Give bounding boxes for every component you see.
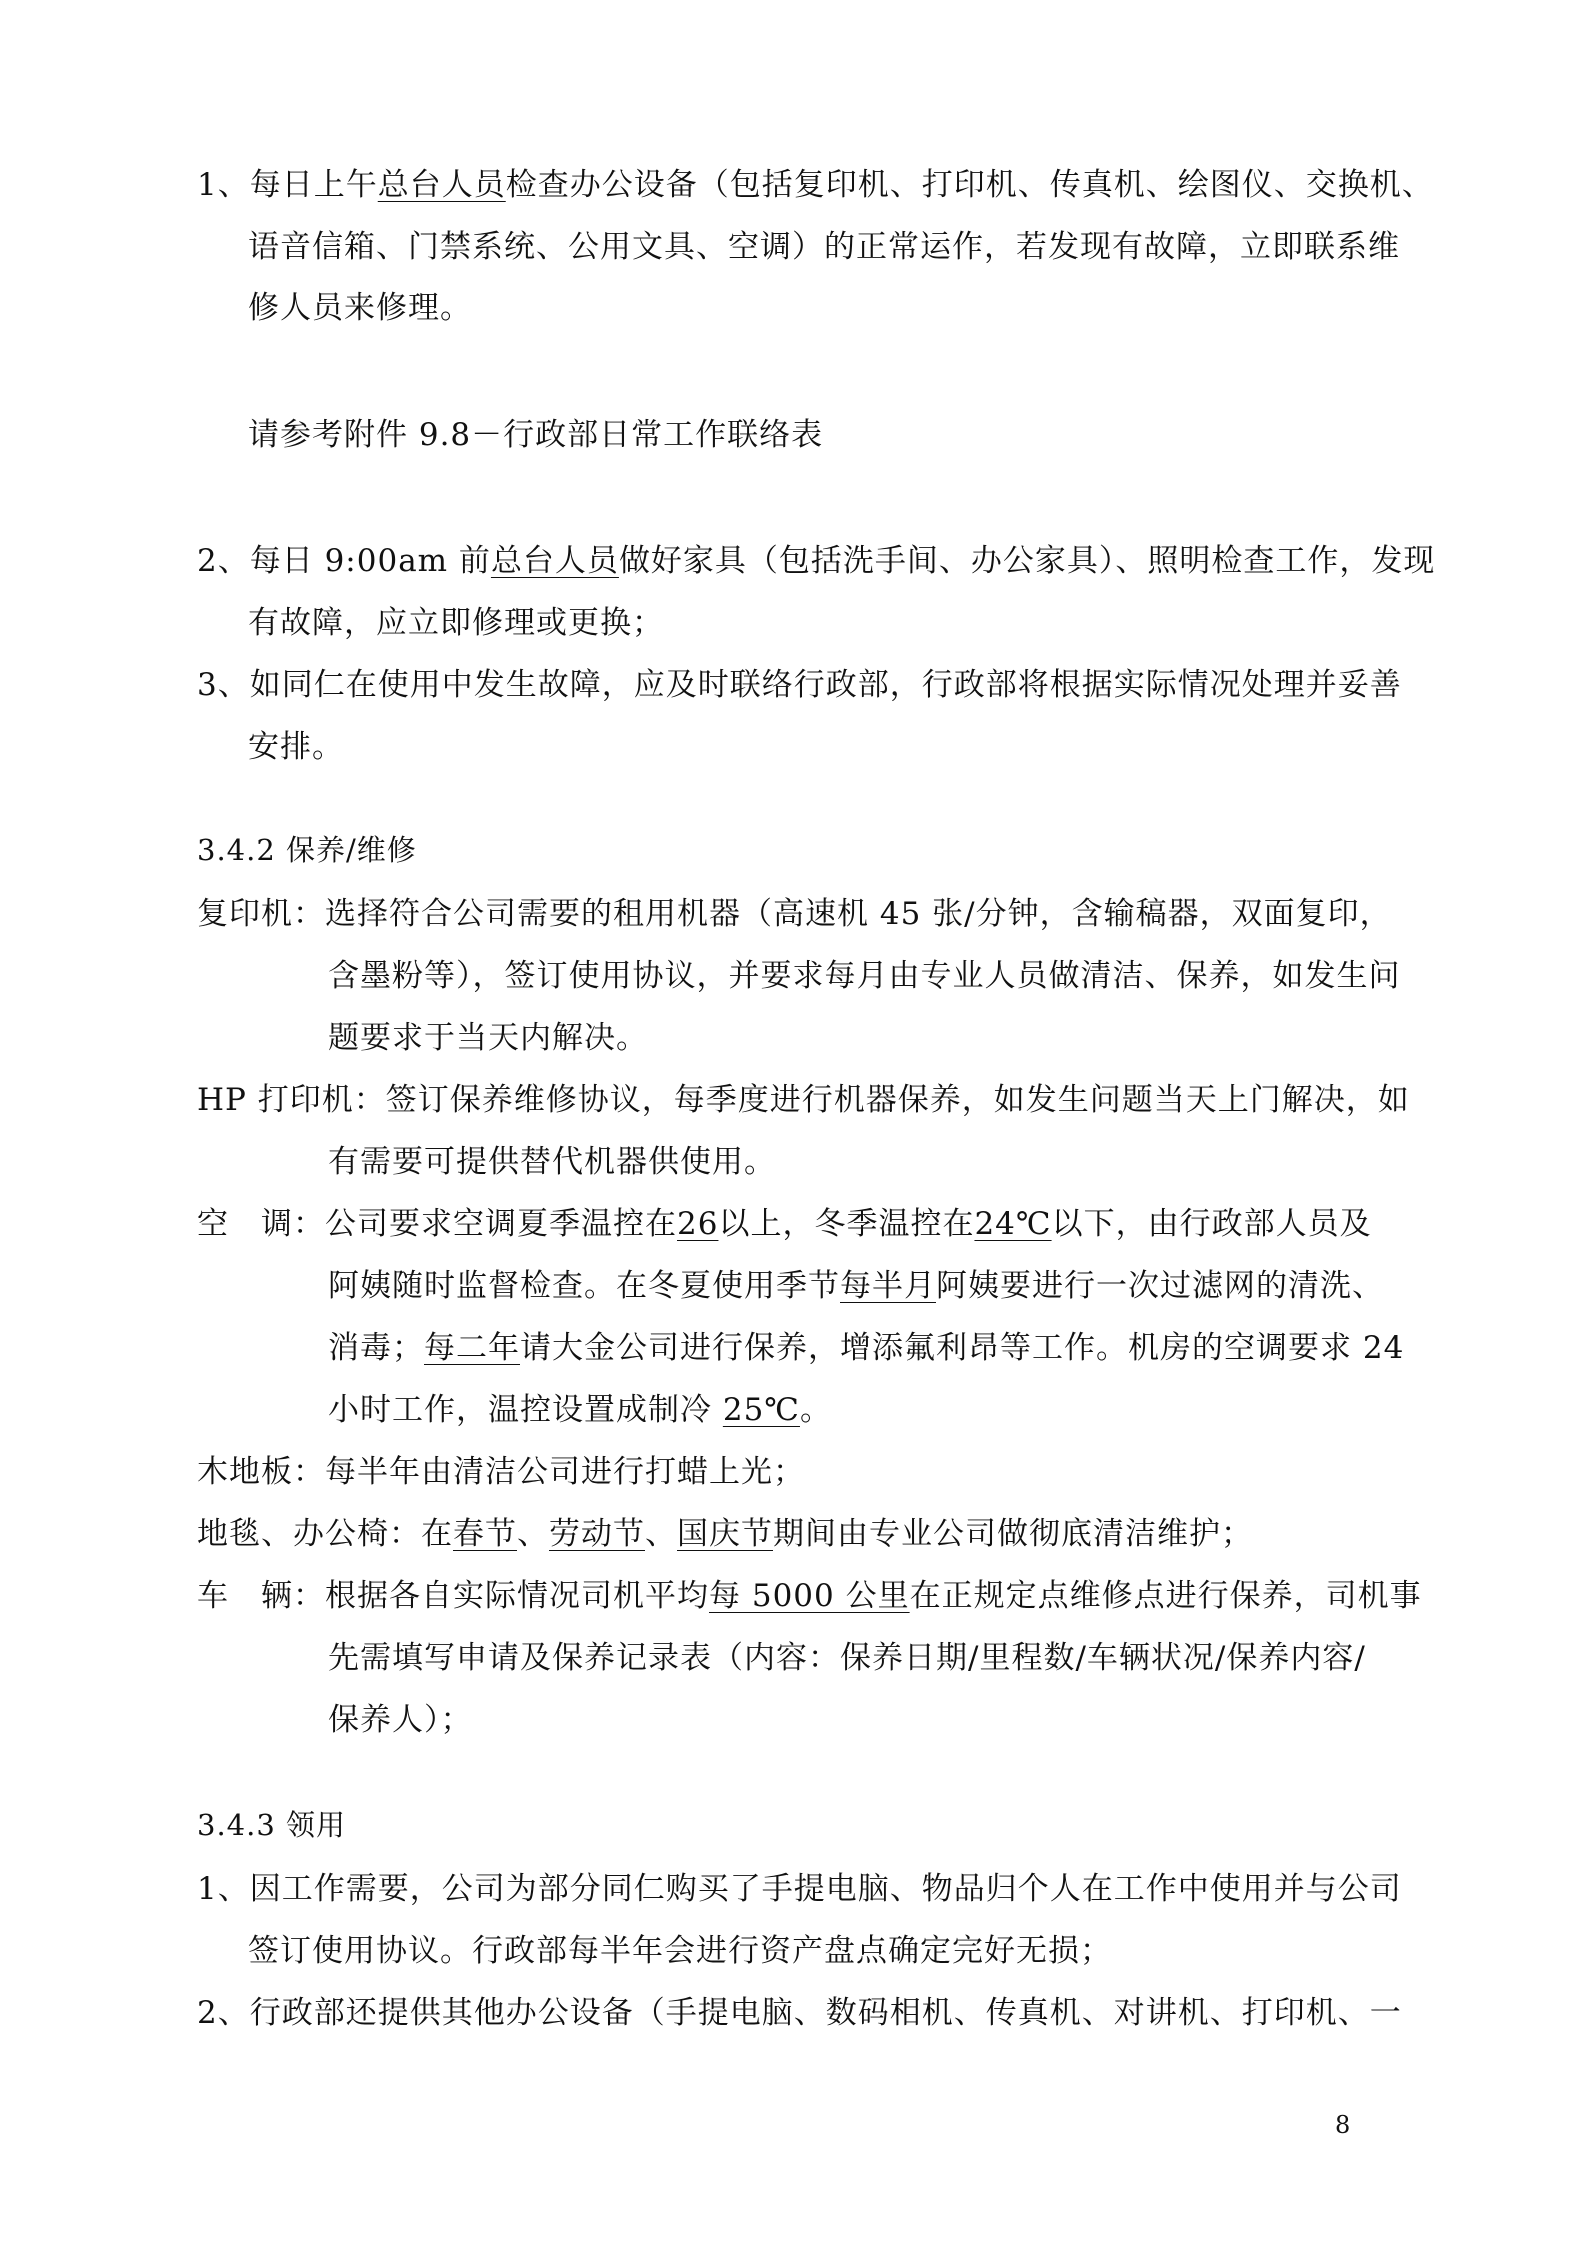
ac-line3: 消毒；每二年请大金公司进行保养，增添氟利昂等工作。机房的空调要求 24 xyxy=(328,1330,1405,1366)
item3-line2: 安排。 xyxy=(248,729,344,765)
copier-line1: 复印机：选择符合公司需要的租用机器（高速机 45 张/分钟，含输稿器，双面复印， xyxy=(197,896,1392,932)
vehicle-line3: 保养人）； xyxy=(328,1702,473,1738)
ac-line2: 阿姨随时监督检查。在冬夏使用季节每半月阿姨要进行一次过滤网的清洗、 xyxy=(328,1268,1384,1304)
item1-line3: 修人员来修理。 xyxy=(248,290,472,326)
attachment-reference: 请参考附件 9.8－行政部日常工作联络表 xyxy=(248,417,824,453)
copier-line2: 含墨粉等），签订使用协议，并要求每月由专业人员做清洁、保养，如发生问 xyxy=(328,958,1401,994)
section-heading-343: 3.4.3 领用 xyxy=(197,1808,347,1842)
item2-line1: 2、每日 9:00am 前总台人员做好家具（包括洗手间、办公家具）、照明检查工作，发现 xyxy=(197,543,1436,579)
printer-line2: 有需要可提供替代机器供使用。 xyxy=(328,1144,776,1180)
item2-line2: 有故障，应立即修理或更换； xyxy=(248,605,664,641)
copier-line3: 题要求于当天内解决。 xyxy=(328,1020,648,1056)
item3-line1: 3、如同仁在使用中发生故障，应及时联络行政部，行政部将根据实际情况处理并妥善 xyxy=(197,667,1402,703)
ac-line4: 小时工作，温控设置成制冷 25℃。 xyxy=(328,1392,832,1428)
carpet-line: 地毯、办公椅：在春节、劳动节、国庆节期间由专业公司做彻底清洁维护； xyxy=(197,1516,1253,1552)
page-number: 8 xyxy=(1335,2111,1351,2139)
item1-line1: 1、每日上午总台人员检查办公设备（包括复印机、打印机、传真机、绘图仪、交换机、 xyxy=(197,167,1434,203)
item1-line2: 语音信箱、门禁系统、公用文具、空调）的正常运作，若发现有故障，立即联系维 xyxy=(248,229,1400,265)
use1-line1: 1、因工作需要，公司为部分同仁购买了手提电脑、物品归个人在工作中使用并与公司 xyxy=(197,1871,1402,1907)
printer-line1: HP 打印机：签订保养维修协议，每季度进行机器保养，如发生问题当天上门解决，如 xyxy=(197,1082,1410,1118)
wood-floor-line: 木地板：每半年由清洁公司进行打蜡上光； xyxy=(197,1454,805,1490)
use2-line1: 2、行政部还提供其他办公设备（手提电脑、数码相机、传真机、对讲机、打印机、一 xyxy=(197,1995,1402,2031)
use1-line2: 签订使用协议。行政部每半年会进行资产盘点确定完好无损； xyxy=(248,1933,1112,1969)
section-heading-342: 3.4.2 保养/维修 xyxy=(197,833,417,867)
ac-line1: 空 调：公司要求空调夏季温控在26以上，冬季温控在24℃以下，由行政部人员及 xyxy=(197,1206,1372,1242)
vehicle-line2: 先需填写申请及保养记录表（内容：保养日期/里程数/车辆状况/保养内容/ xyxy=(328,1640,1366,1676)
vehicle-line1: 车 辆：根据各自实际情况司机平均每 5000 公里在正规定点维修点进行保养，司机事 xyxy=(197,1578,1422,1614)
